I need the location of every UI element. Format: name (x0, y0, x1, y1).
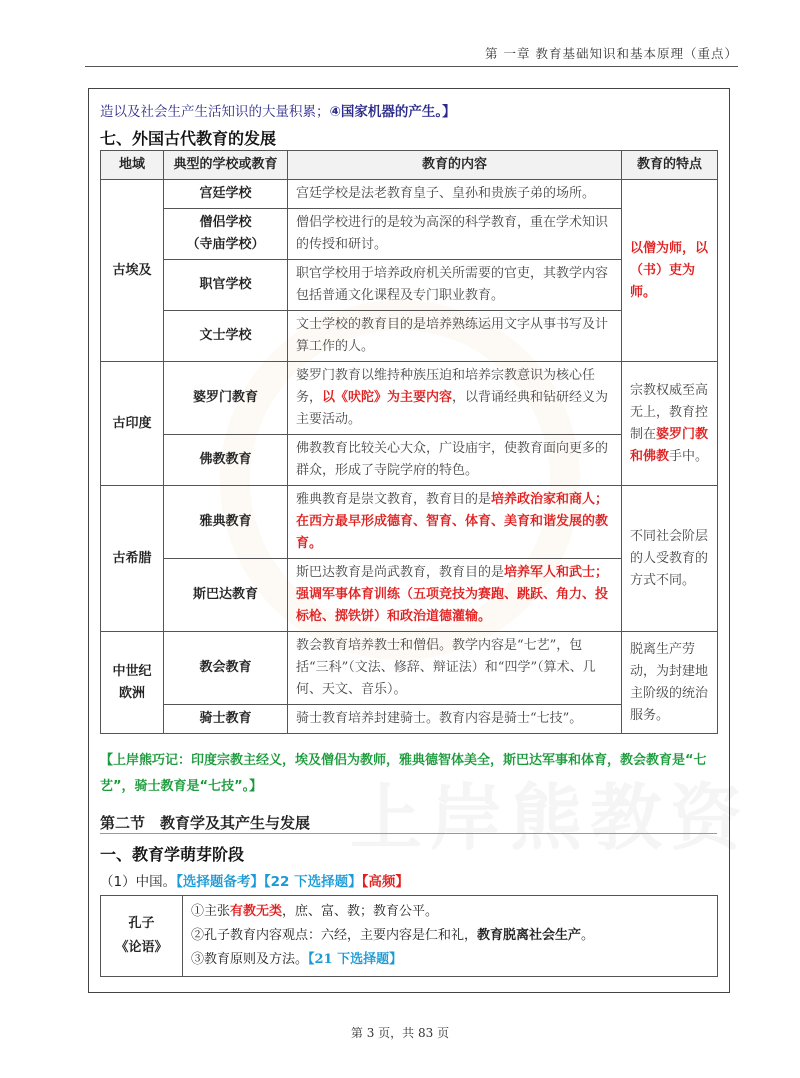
school-content: 文士学校的教育目的是培养熟练运用文字从事书写及计算工作的人。 (288, 311, 622, 362)
col-header-feature: 教育的特点 (622, 151, 718, 180)
table-row (101, 632, 718, 705)
subsection-title: 一、教育学萌芽阶段 (100, 845, 245, 864)
point-text: ①主张 (191, 904, 231, 919)
table-row (101, 180, 718, 209)
region-india: 古印度 (101, 362, 164, 486)
school-content: 骑士教育培养封建骑士。教育内容是骑士“七技”。 (288, 705, 622, 734)
col-header-region: 地域 (101, 151, 164, 180)
school-name: 斯巴达教育 (164, 559, 288, 632)
table-row (101, 362, 718, 435)
school-name: 教会教育 (164, 632, 288, 705)
region-greece: 古希腊 (101, 486, 164, 632)
section-title-7: 七、外国古代教育的发展 (100, 129, 277, 148)
content-highlight: 以《吠陀》为主要内容 (322, 390, 453, 405)
school-content: 职官学校用于培养政府机关所需要的官吏，其教学内容包括普通文化课程及专门职业教育。 (288, 260, 622, 311)
point-bold: 教育脱离社会生产 (477, 928, 582, 943)
mnemonic-note: 【上岸熊巧记：印度宗教主经义，埃及僧侣为教师，雅典德智体美全，斯巴达军事和体育，教会教育是“七艺”，骑士教育是“七技”。】 (100, 753, 707, 794)
content-text: 斯巴达教育是尚武教育，教育目的是 (296, 565, 505, 580)
intro-line (100, 100, 456, 120)
header-divider (85, 66, 738, 67)
point-3 (191, 948, 709, 972)
feature-india (622, 362, 718, 486)
content-highlight: 培养政治家和商人；在西方最早形成德育、智育、体育、美育和谐发展的教育。 (296, 492, 609, 551)
page-footer: 第 3 页，共 83 页 (350, 1026, 450, 1040)
confucius-table (100, 895, 718, 977)
content-text: 婆罗门教育以维持种族压迫和培养宗教意识为核心任务， (296, 368, 596, 405)
region-line1: 中世纪 (112, 663, 152, 679)
content-highlight: 培养军人和武士；强调军事体育训练（五项竞技为赛跑、跳跃、角力、投标枪、掷铁饼）和政治道德灌输。 (296, 565, 609, 624)
tag-high-frequency: 【高频】 (361, 874, 409, 890)
region-line2: 欧洲 (118, 685, 145, 701)
col-header-school: 典型的学校或教育 (164, 151, 288, 180)
point-text: ②孔子教育内容观点：六经，主要内容是仁和礼， (191, 928, 478, 943)
school-content: 僧侣学校进行的是较为高深的科学教育，重在学术知识的传授和研讨。 (288, 209, 622, 260)
point-2 (191, 924, 709, 948)
page-header: 第 一章 教育基础知识和基本原理（重点） (485, 46, 738, 61)
school-name: 职官学校 (164, 260, 288, 311)
point-1 (191, 900, 709, 924)
school-content (288, 559, 622, 632)
col-header-content: 教育的内容 (288, 151, 622, 180)
school-content: 佛教教育比较关心大众，广设庙宇，使教育面向更多的群众，形成了寺院学府的特色。 (288, 435, 622, 486)
feature-egypt: 以僧为师，以（书）吏为师。 (622, 180, 718, 362)
school-content: 教会教育培养教士和僧侣。教学内容是“七艺”，包括“三科”（文法、修辞、辩证法）和“四学”（算术、几何、天文、音乐）。 (288, 632, 622, 705)
intro-text-bold: ④国家机器的产生。】 (329, 104, 456, 120)
confucius-name (101, 896, 183, 977)
china-label: （1）中国。 (100, 874, 177, 890)
intro-text: 造以及社会生产生活知识的大量积累； (100, 104, 330, 120)
content-text: ，以背诵经典和钻研经义为主要活动。 (296, 390, 609, 427)
tag-exam-prep: 【选择题备考】 (176, 874, 264, 890)
table-row (101, 486, 718, 559)
school-name: 宫廷学校 (164, 180, 288, 209)
point-highlight: 有教无类 (230, 904, 283, 919)
region-medieval (101, 632, 164, 734)
confucius-points (183, 896, 718, 977)
school-name: 佛教教育 (164, 435, 288, 486)
foreign-education-table (100, 150, 718, 734)
section-title-2: 第二节 教育学及其产生与发展 (100, 814, 311, 832)
school-name: 婆罗门教育 (164, 362, 288, 435)
watermark-text: 上岸熊教资 (350, 776, 751, 860)
school-name-line2: （寺庙学校） (186, 237, 265, 252)
feature-text: 手中。 (669, 448, 709, 464)
content-text: 雅典教育是崇文教育，教育目的是 (296, 492, 492, 507)
section-divider (100, 833, 717, 834)
feature-medieval: 脱离生产劳动，为封建地主阶级的统治服务。 (622, 632, 718, 734)
feature-greece: 不同社会阶层的人受教育的方式不同。 (622, 486, 718, 632)
school-name (164, 209, 288, 260)
table-row (101, 896, 718, 977)
table-header-row (101, 151, 718, 180)
name-line2: 《论语》 (115, 940, 168, 955)
tag-22-exam: 【22 下选择题】 (263, 874, 362, 890)
point-text: 。 (581, 928, 595, 943)
school-name: 骑士教育 (164, 705, 288, 734)
feature-highlight: 婆罗门教和佛教 (630, 426, 709, 464)
school-name-line1: 僧侣学校 (199, 215, 252, 230)
feature-text: 宗教权威至高无上，教育控制在 (630, 382, 709, 442)
tag-21-exam: 【21 下选择题】 (308, 952, 403, 967)
region-egypt: 古埃及 (101, 180, 164, 362)
school-content (288, 486, 622, 559)
name-line1: 孔子 (128, 916, 155, 931)
point-text: ③教育原则及方法。 (191, 952, 309, 967)
school-name: 文士学校 (164, 311, 288, 362)
school-content: 宫廷学校是法老教育皇子、皇孙和贵族子弟的场所。 (288, 180, 622, 209)
school-content (288, 362, 622, 435)
china-line (100, 870, 409, 890)
point-text: ，庶、富、教；教育公平。 (282, 904, 439, 919)
school-name: 雅典教育 (164, 486, 288, 559)
